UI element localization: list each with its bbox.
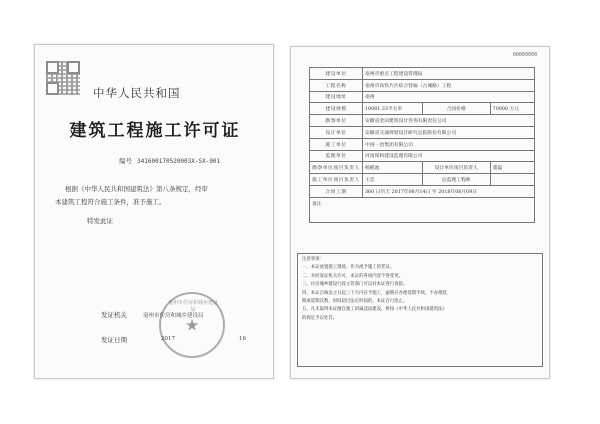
table-row [310, 126, 535, 138]
field-label: 合同工期 [310, 185, 363, 197]
field-value: 杨鹤池 [363, 162, 423, 174]
field-value: 中国一冶集团有限公司 [363, 138, 535, 150]
field-label: 建设单位 [310, 68, 363, 80]
body-line: 根据《中华人民共和国建筑法》第八条规定，经审 [65, 185, 208, 193]
note-line: 四、本证自核发之日起三个月内应予施工，逾期应办理延期手续，不办理延 [302, 290, 447, 296]
remarks-label: 备注 [310, 197, 535, 222]
field-value: 董磊 [490, 162, 534, 174]
table-row [310, 138, 535, 150]
body-line: 本建筑工程符合施工条件，准予施工。 [55, 198, 166, 206]
field-label: 设计单位 [310, 126, 363, 138]
remarks-row [310, 197, 535, 222]
permit-details-page [290, 46, 550, 379]
issue-org-value: 亳州市住房和城乡建设局 [143, 313, 204, 319]
issue-org-label: 发证机关 [101, 311, 127, 319]
table-row [310, 115, 535, 127]
serial-number: 00000000 [512, 52, 537, 58]
table-row [310, 91, 535, 103]
field-label: 工程名称 [310, 79, 363, 91]
official-seal-icon: 亳州市住房和城乡建设局 ★ [159, 292, 225, 358]
field-label: 施工单位 [310, 138, 363, 150]
field-value: 安徽省金田建筑设计咨询有限责任公司 [363, 115, 535, 127]
note-line: 一、本证放置施工现场，作为准予施工的凭证。 [302, 265, 395, 271]
table-row [310, 185, 535, 197]
cert-no-value: 341600170520003X-SX-001 [137, 158, 221, 165]
permit-cover-page [34, 44, 274, 379]
country-name: 中华人民共和国 [93, 86, 181, 100]
field-value: 亳州市重点工程建设管理局 [363, 68, 535, 80]
table-row [310, 103, 535, 115]
field-label: 监理单位 [310, 150, 363, 162]
issue-date-day: 16 [239, 336, 246, 342]
table-row [310, 68, 535, 80]
note-line: 三、住房城乡建设行政主管部门可以对本证进行查验。 [302, 282, 408, 288]
note-line: 的规定予以处罚。 [302, 315, 338, 321]
field-label: 施工单位项目负责人 [310, 174, 363, 186]
issue-date-year: 2017 [161, 336, 175, 342]
certificate-number [119, 156, 220, 165]
table-row [310, 150, 535, 162]
field-value: 亳州市高铁片区综合管廊（古城路）工程 [363, 79, 535, 91]
permit-fields-table [309, 67, 535, 223]
field-label: 勘察单位 [310, 115, 363, 127]
field-value: 河南保和建设监理有限公司 [363, 150, 535, 162]
field-value: 亳州 [363, 91, 535, 103]
table-row [310, 174, 535, 186]
field-label: 设计单位项目负责人 [422, 162, 490, 174]
permit-title: 建筑工程施工许可证 [69, 121, 241, 141]
field-value: 70000 万元 [490, 103, 534, 115]
notes-section [297, 253, 543, 367]
body-line: 特发此证 [87, 217, 113, 225]
cert-no-label: 编号 [119, 157, 132, 165]
issue-date-label: 发证日期 [101, 336, 127, 344]
table-row [310, 162, 535, 174]
field-value: 安徽省交通规划设计研究总院股份有限公司 [363, 126, 535, 138]
field-label: 合同价格 [422, 103, 490, 115]
field-label: 建设地址 [310, 91, 363, 103]
seal-text: 亳州市住房和城乡建设局 [167, 300, 218, 313]
table-row [310, 79, 535, 91]
field-value [490, 174, 534, 186]
note-line: 五、凡未取得本证擅自施工的属违法建设，将按《中华人民共和国建筑法》 [302, 307, 447, 313]
field-label: 建设规模 [310, 103, 363, 115]
qr-code-icon [46, 61, 80, 95]
field-value: 360 日历天 2017年08月14日 至 2018年08月09日 [363, 185, 535, 197]
field-label: 总监理工程师 [422, 174, 490, 186]
note-line: 二、未经发证机关许可，本证的各项内容不得变更。 [302, 273, 403, 279]
field-value: 10081.33平方米 [363, 103, 423, 115]
note-line: 期或延期次数、时间超过法定时间的，本证自行废止。 [302, 299, 408, 305]
permit-body-text [55, 183, 265, 228]
field-label: 勘察单位项目负责人 [310, 162, 363, 174]
notes-heading: 注意事项： [302, 257, 324, 262]
field-value: 王忠 [363, 174, 423, 186]
